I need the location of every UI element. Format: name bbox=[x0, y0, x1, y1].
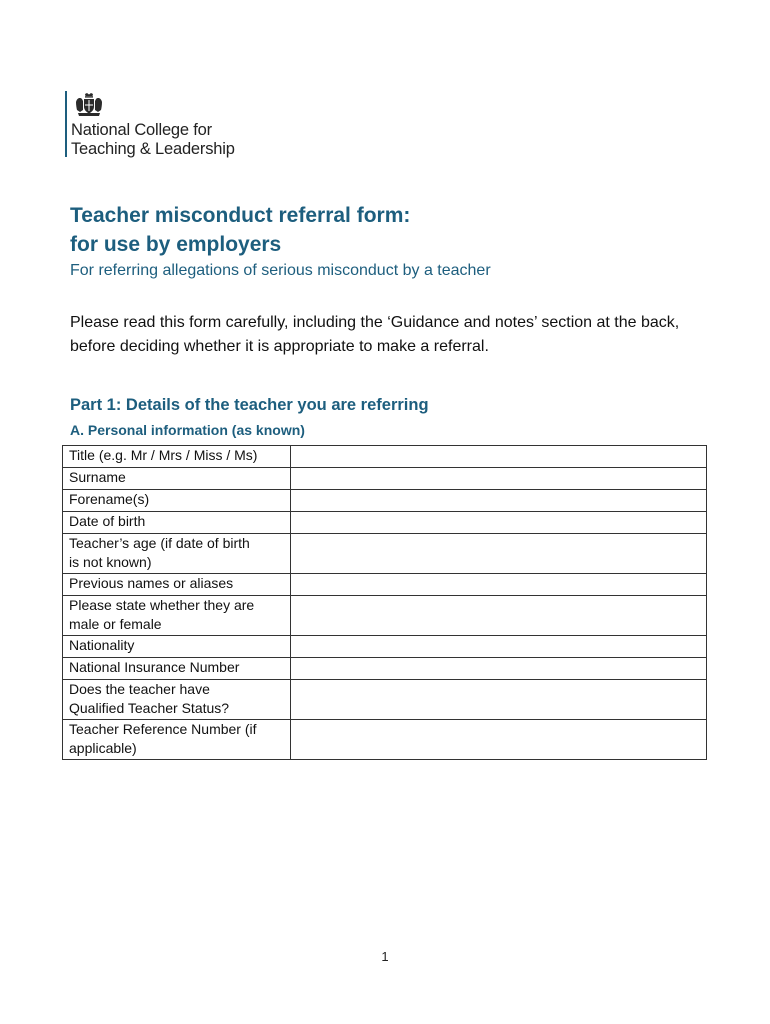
page-number: 1 bbox=[381, 949, 389, 964]
field-label-line: Nationality bbox=[69, 637, 135, 653]
field-value-cell[interactable] bbox=[291, 680, 707, 720]
field-label-line: Teacher’s age (if date of birth bbox=[69, 535, 250, 551]
form-subtitle: For referring allegations of serious misconduct by a teacher bbox=[70, 262, 491, 279]
field-label bbox=[63, 636, 291, 658]
field-label-line: Title (e.g. Mr / Mrs / Miss / Ms) bbox=[69, 447, 258, 463]
field-label-line: male or female bbox=[69, 616, 162, 632]
table-row bbox=[63, 658, 707, 680]
field-label bbox=[63, 534, 291, 574]
field-label bbox=[63, 574, 291, 596]
form-title bbox=[70, 201, 410, 259]
section-a-heading: A. Personal information (as known) bbox=[70, 422, 305, 438]
field-value-cell[interactable] bbox=[291, 512, 707, 534]
field-value-cell[interactable] bbox=[291, 468, 707, 490]
table-row bbox=[63, 512, 707, 534]
field-value-cell[interactable] bbox=[291, 596, 707, 636]
field-value-cell[interactable] bbox=[291, 658, 707, 680]
field-value-cell[interactable] bbox=[291, 490, 707, 512]
organisation-name bbox=[71, 121, 235, 159]
field-label-line: applicable) bbox=[69, 740, 137, 756]
field-label-line: Qualified Teacher Status? bbox=[69, 700, 230, 716]
field-value-cell[interactable] bbox=[291, 720, 707, 760]
field-label-line: Previous names or aliases bbox=[69, 575, 234, 591]
table-row bbox=[63, 490, 707, 512]
field-label bbox=[63, 658, 291, 680]
table-row bbox=[63, 596, 707, 636]
field-label bbox=[63, 596, 291, 636]
form-title-line1: Teacher misconduct referral form: bbox=[70, 204, 411, 227]
organisation-name-line1: National College for bbox=[71, 121, 212, 139]
field-value-cell[interactable] bbox=[291, 446, 707, 468]
field-label-line: National Insurance Number bbox=[69, 659, 240, 675]
part1-heading: Part 1: Details of the teacher you are referring bbox=[70, 396, 429, 414]
field-value-cell[interactable] bbox=[291, 574, 707, 596]
table-row bbox=[63, 446, 707, 468]
intro-paragraph: Please read this form carefully, including the ‘Guidance and notes’ section at the back, before deciding whether it is appropriate to make a referral. bbox=[70, 314, 680, 355]
table-row bbox=[63, 720, 707, 760]
field-label bbox=[63, 468, 291, 490]
field-label bbox=[63, 680, 291, 720]
royal-crest-icon bbox=[74, 93, 104, 117]
field-value-cell[interactable] bbox=[291, 636, 707, 658]
table-row bbox=[63, 636, 707, 658]
table-row bbox=[63, 574, 707, 596]
field-label-line: Does the teacher have bbox=[69, 681, 210, 697]
field-label-line: Date of birth bbox=[69, 513, 146, 529]
field-value-cell[interactable] bbox=[291, 534, 707, 574]
organisation-name-line2: Teaching & Leadership bbox=[71, 140, 235, 158]
field-label bbox=[63, 446, 291, 468]
personal-information-table bbox=[62, 445, 707, 760]
field-label bbox=[63, 490, 291, 512]
field-label-line: Forename(s) bbox=[69, 491, 150, 507]
field-label-line: is not known) bbox=[69, 554, 152, 570]
field-label bbox=[63, 512, 291, 534]
form-title-line2: for use by employers bbox=[70, 233, 282, 256]
table-row bbox=[63, 680, 707, 720]
field-label-line: Surname bbox=[69, 469, 126, 485]
field-label-line: Please state whether they are bbox=[69, 597, 255, 613]
field-label-line: Teacher Reference Number (if bbox=[69, 721, 257, 737]
organisation-logo bbox=[65, 91, 265, 157]
field-label bbox=[63, 720, 291, 760]
table-row bbox=[63, 468, 707, 490]
table-row bbox=[63, 534, 707, 574]
